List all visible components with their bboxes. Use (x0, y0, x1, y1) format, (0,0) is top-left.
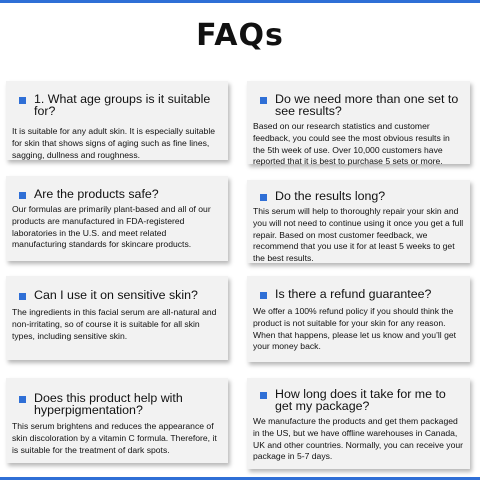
faq-question-text: How long does it take for me to get my package? (275, 387, 446, 413)
faq-question-text: 1. What age groups is it suitable for? (34, 92, 211, 118)
faq-question (12, 289, 222, 301)
faq-answer: It is suitable for any adult skin. It is especially suitable for skin that shows signs of aging such as fine lines, sagging, dullness and roughness. (12, 126, 216, 160)
faq-question-text: Is there a refund guarantee? (275, 287, 432, 301)
square-bullet-icon (19, 97, 26, 104)
faq-card-shipping-time (247, 378, 470, 469)
faq-answer: This serum will help to thoroughly repair your skin and you will not need to continue using it once you get a full repair. Based on most customer feedback, we recommend that you use it for at least 5 weeks to get the best results. (253, 206, 464, 264)
faq-answer: Our formulas are primarily plant-based and all of our products are manufactured in FDA-registered laboratories in the U.S. and meet related manufacturing standards for skincare products. (12, 204, 211, 250)
square-bullet-icon (260, 292, 267, 299)
page-title: FAQs (196, 18, 284, 53)
square-bullet-icon (19, 192, 26, 199)
faq-question (253, 93, 464, 117)
faq-answer: This serum brightens and reduces the appearance of skin discoloration by a vitamin C formula. Therefore, it is suitable for the treatment of dark spots. (12, 421, 217, 455)
faq-answer: We manufacture the products and get them packaged in the US, but we have offline warehouses in Canada, UK and other countries. Normally, you can receive your package in 5-7 days. (253, 416, 464, 462)
square-bullet-icon (19, 396, 26, 403)
faq-question-text: Do we need more than one set to see results? (275, 92, 459, 118)
faq-question (12, 188, 222, 200)
faq-card-results-duration (247, 180, 470, 263)
faq-question (12, 392, 222, 416)
faq-card-multiple-sets (247, 81, 470, 167)
square-bullet-icon (19, 293, 26, 300)
top-accent-bar (0, 0, 480, 3)
faq-question (253, 190, 464, 202)
faq-question-text: Does this product help with hyperpigmentation? (34, 391, 183, 417)
faq-card-sensitive-skin (6, 276, 228, 360)
square-bullet-icon (260, 392, 267, 399)
faq-question-text: Do the results long? (275, 189, 386, 203)
faq-question (12, 93, 222, 117)
faq-question (253, 388, 464, 412)
faq-question (253, 288, 464, 300)
faq-question-text: Can I use it on sensitive skin? (34, 288, 198, 302)
square-bullet-icon (260, 194, 267, 201)
faq-card-refund (247, 276, 470, 362)
square-bullet-icon (260, 97, 267, 104)
faq-answer: The ingredients in this facial serum are all-natural and non-irritating, so of course it is suitable for all skin types, including sensitive skin. (12, 307, 217, 341)
faq-answer: Based on our research statistics and customer feedback, you could see the most obvious results in the 5th week of use. Over 10,000 customers have reported that it is best to purchase 5 sets or more. (253, 121, 450, 167)
faq-card-hyperpigmentation (6, 378, 228, 463)
faq-card-age-groups (6, 81, 228, 160)
faq-question-text: Are the products safe? (34, 187, 159, 201)
faq-answer: We offer a 100% refund policy if you should think the product is not suitable for your skin for any reason. When that happens, please let us know and you’ll get your money back. (253, 306, 457, 352)
faq-card-safety (6, 176, 228, 261)
